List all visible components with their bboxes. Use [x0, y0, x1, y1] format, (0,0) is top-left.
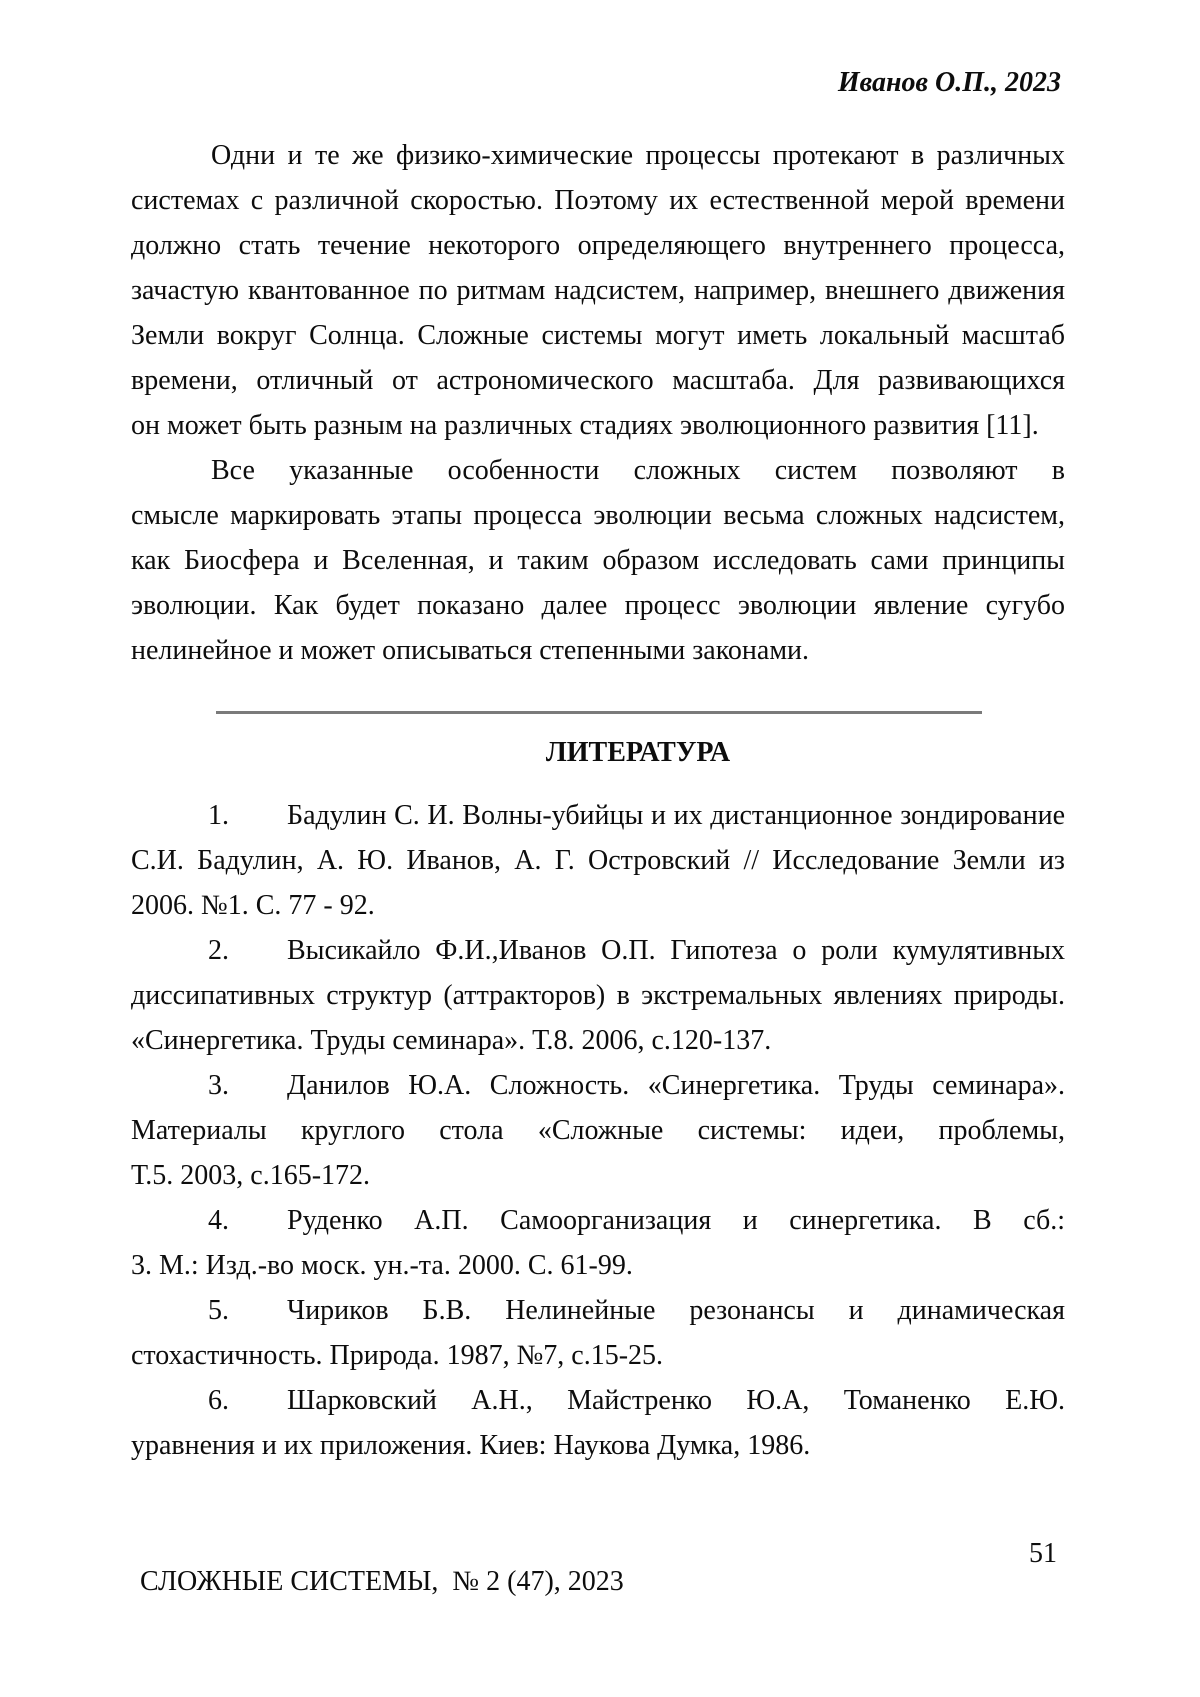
paragraph-1-line-6: времени, отличный от астрономического масштаба. Для развивающихся — [131, 365, 1065, 396]
reference-3-line-2: Материалы круглого стола «Сложные системы: идеи, проблемы, — [131, 1115, 1065, 1146]
reference-number: 1. — [208, 800, 229, 831]
paragraph-1-line-2: системах с различной скоростью. Поэтому их естественной мерой времени — [131, 185, 1065, 216]
reference-number: 5. — [208, 1295, 229, 1326]
paragraph-2-line-2: смысле маркировать этапы процесса эволюции весьма сложных надсистем, — [131, 500, 1065, 531]
reference-1-line-1: 1. Бадулин С. И. Волны-убийцы и их дистанционное зондирование — [131, 793, 1065, 838]
paragraph-1-line-4: зачастую квантованное по ритмам надсистем, например, внешнего движения — [131, 275, 1065, 306]
paragraph-1-line-1: Одни и те же физико-химические процессы протекают в различных — [211, 140, 1065, 171]
reference-5-line-1: 5. Чириков Б.В. Нелинейные резонансы и динамическая — [131, 1288, 1065, 1333]
body-paragraph-1 — [131, 133, 1065, 448]
section-separator-line — [216, 711, 982, 714]
reference-6-line-1: 6. Шарковский А.Н., Майстренко Ю.А, Томаненко Е.Ю. — [131, 1378, 1065, 1423]
paragraph-1-line-3: должно стать течение некоторого определяющего внутреннего процесса, — [131, 230, 1065, 261]
reference-3-line-1: 3. Данилов Ю.А. Сложность. «Синергетика. Труды семинара». — [131, 1063, 1065, 1108]
paragraph-2-line-4: эволюции. Как будет показано далее процесс эволюции явление сугубо — [131, 590, 1065, 621]
page-header-author: Иванов О.П., 2023 — [837, 67, 1061, 98]
reference-1-line-3: 2006. №1. С. 77 - 92. — [131, 890, 375, 921]
reference-number: 6. — [208, 1385, 229, 1416]
reference-1-line-2: С.И. Бадулин, А. Ю. Иванов, А. Г. Островский // Исследование Земли из — [131, 845, 1065, 876]
reference-2-line-3: «Синергетика. Труды семинара». Т.8. 2006, с.120-137. — [131, 1025, 772, 1056]
reference-number: 3. — [208, 1070, 229, 1101]
paragraph-1-line-5: Земли вокруг Солнца. Сложные системы могут иметь локальный масштаб — [131, 320, 1065, 351]
paragraph-2-line-3: как Биосфера и Вселенная, и таким образом исследовать сами принципы — [131, 545, 1065, 576]
reference-2-line-1: 2. Высикайло Ф.И.,Иванов О.П. Гипотеза о роли кумулятивных — [131, 928, 1065, 973]
reference-2-line-2: диссипативных структур (аттракторов) в экстремальных явлениях природы. — [131, 980, 1065, 1011]
paragraph-2-line-1: Все указанные особенности сложных систем позволяют в — [211, 455, 1065, 486]
paragraph-1-line-7: он может быть разным на различных стадиях эволюционного развития [11]. — [131, 410, 1039, 441]
literature-heading: ЛИТЕРАТУРА — [545, 737, 731, 768]
journal-footer: СЛОЖНЫЕ СИСТЕМЫ, № 2 (47), 2023 — [140, 1566, 624, 1597]
reference-number: 4. — [208, 1205, 229, 1236]
paragraph-2-line-5: нелинейное и может описываться степенными законами. — [131, 635, 810, 666]
reference-5-line-2: стохастичность. Природа. 1987, №7, с.15-25. — [131, 1340, 664, 1371]
reference-number: 2. — [208, 935, 229, 966]
page-number: 51 — [1029, 1538, 1057, 1569]
references-list — [131, 793, 1065, 1468]
reference-4-line-1: 4. Руденко А.П. Самоорганизация и синергетика. В сб.: — [131, 1198, 1065, 1243]
reference-6-line-2: уравнения и их приложения. Киев: Наукова Думка, 1986. — [131, 1430, 811, 1461]
body-paragraph-2 — [131, 448, 1065, 673]
reference-3-line-3: Т.5. 2003, с.165-172. — [131, 1160, 371, 1191]
reference-4-line-2: 3. М.: Изд.-во моск. ун.-та. 2000. С. 61-99. — [131, 1250, 633, 1281]
